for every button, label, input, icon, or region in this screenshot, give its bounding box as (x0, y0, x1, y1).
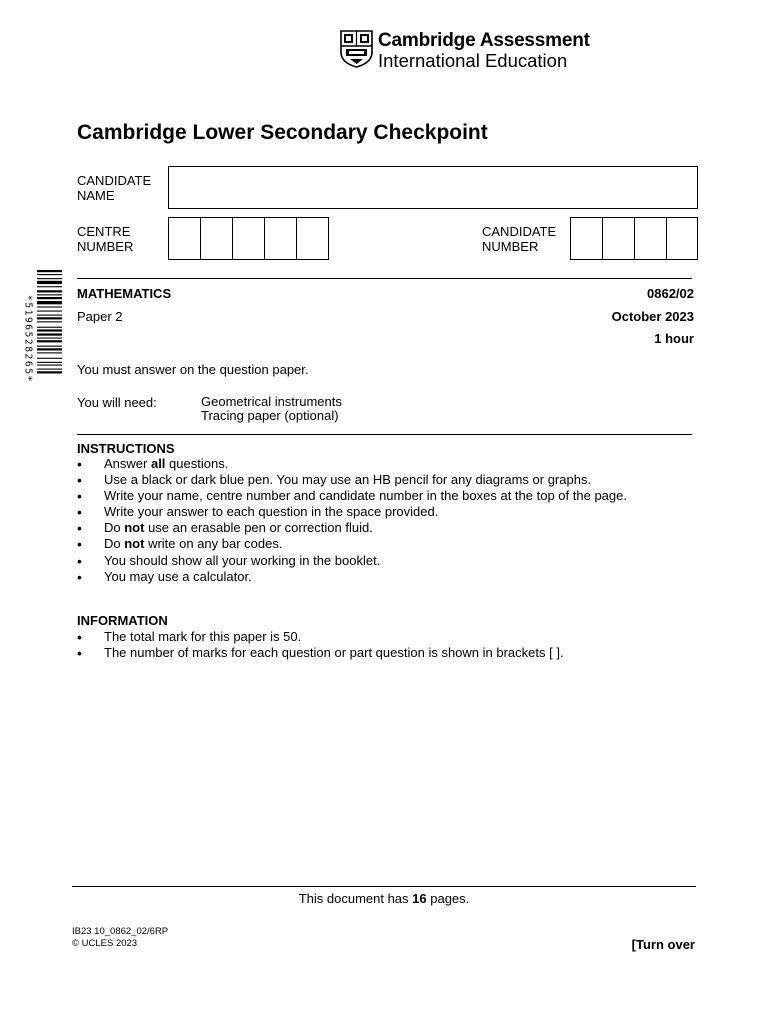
crest-icon (340, 30, 373, 68)
candidate-number-label: CANDIDATE NUMBER (482, 224, 557, 254)
divider (77, 278, 692, 279)
subject: MATHEMATICS (77, 286, 172, 301)
list-item: • Use a black or dark blue pen. You may use an HB pencil for any diagrams or graphs. (77, 472, 627, 488)
candidate-name-label: CANDIDATE NAME (77, 173, 152, 203)
answer-note: You must answer on the question paper. (77, 362, 309, 377)
divider (77, 434, 692, 435)
candidate-number-cell[interactable] (635, 218, 667, 259)
need-list (201, 395, 342, 423)
candidate-number-cell[interactable] (571, 218, 603, 259)
candidate-number-field[interactable] (570, 217, 698, 260)
turn-over: [Turn over (631, 937, 695, 952)
duration: 1 hour (654, 331, 694, 346)
page-title: Cambridge Lower Secondary Checkpoint (77, 121, 488, 144)
paper-code: 0862/02 (647, 286, 694, 301)
session: October 2023 (611, 309, 694, 324)
centre-number-cell[interactable] (233, 218, 265, 259)
centre-number-cell[interactable] (297, 218, 328, 259)
list-item: • Do not use an erasable pen or correction fluid. (77, 520, 627, 536)
need-item: Tracing paper (optional) (201, 408, 339, 423)
need-item: Geometrical instruments (201, 394, 342, 409)
reference-code: IB23 10_0862_02/6RP (72, 926, 169, 937)
list-item: • The total mark for this paper is 50. (77, 629, 564, 645)
candidate-name-field[interactable] (168, 166, 698, 209)
page-count: This document has 16 pages. (298, 891, 470, 906)
list-item: • Do not write on any bar codes. (77, 536, 627, 552)
copyright: © UCLES 2023 (72, 938, 138, 949)
information-heading: INFORMATION (77, 613, 168, 628)
candidate-number-cell[interactable] (667, 218, 697, 259)
centre-number-cell[interactable] (265, 218, 297, 259)
cambridge-logo (340, 30, 590, 71)
list-item: • Answer all questions. (77, 456, 627, 472)
logo-line-1: Cambridge Assessment (378, 30, 590, 51)
list-item: • You may use a calculator. (77, 569, 627, 585)
information-list (77, 629, 564, 661)
barcode (22, 268, 62, 410)
list-item: • Write your name, centre number and candidate number in the boxes at the top of the page. (77, 488, 627, 504)
barcode-bars-icon (37, 270, 62, 408)
list-item: • Write your answer to each question in the space provided. (77, 504, 627, 520)
list-item: • You should show all your working in the booklet. (77, 553, 627, 569)
instructions-heading: INSTRUCTIONS (77, 441, 175, 456)
logo-line-2: International Education (378, 50, 568, 71)
centre-number-cell[interactable] (169, 218, 201, 259)
centre-number-label: CENTRE NUMBER (77, 224, 134, 254)
paper-number: Paper 2 (77, 309, 123, 324)
need-label: You will need: (77, 395, 157, 410)
barcode-text: *5196528265* (22, 295, 34, 383)
list-item: • The number of marks for each question or part question is shown in brackets [ ]. (77, 645, 564, 661)
footer-divider (72, 886, 696, 887)
footer-ref (72, 926, 168, 950)
centre-number-field[interactable] (168, 217, 329, 260)
centre-number-cell[interactable] (201, 218, 233, 259)
instructions-list (77, 456, 627, 585)
candidate-number-cell[interactable] (603, 218, 635, 259)
